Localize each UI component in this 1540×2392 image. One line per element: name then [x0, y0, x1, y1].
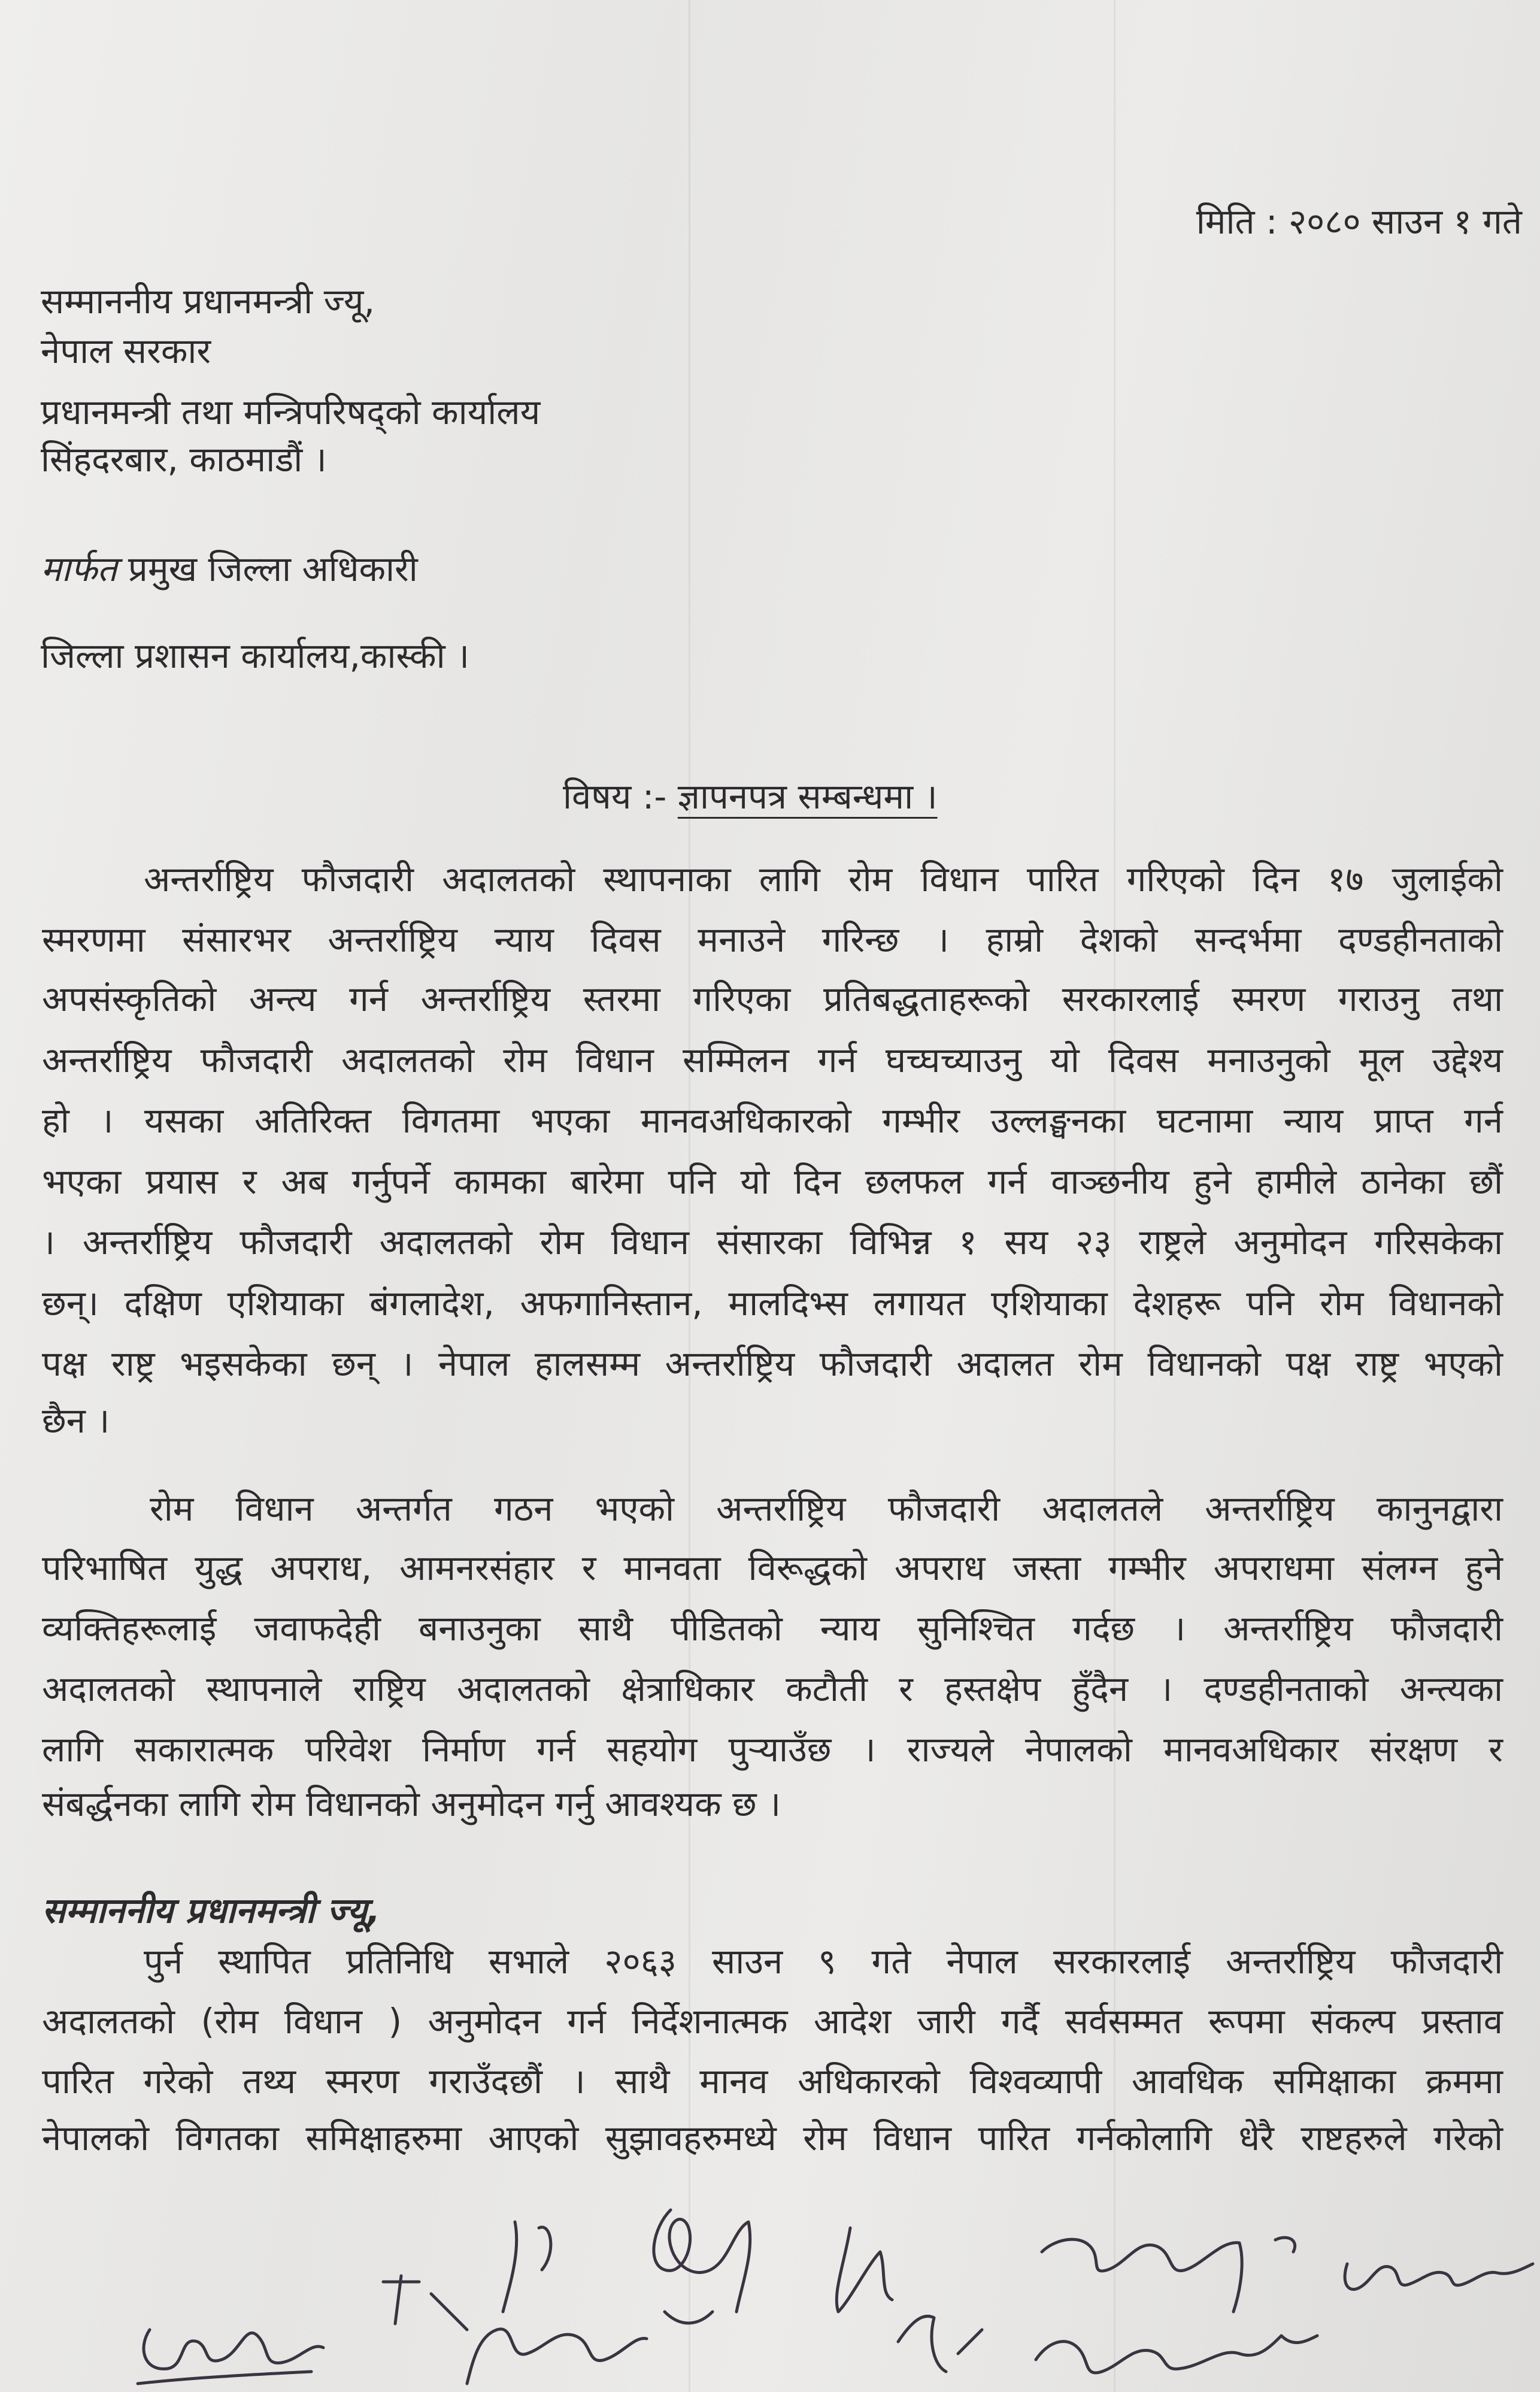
via-office: प्रमुख जिल्ला अधिकारी [128, 549, 418, 589]
recipient-line: सम्माननीय प्रधानमन्त्री ज्यू, [41, 281, 375, 322]
signature-2 [383, 2276, 467, 2330]
subject-text: ज्ञापनपत्र सम्बन्धमा । [677, 776, 938, 817]
paragraph-3-line: अदालतको (रोम विधान ) अनुमोदन गर्न निर्देशनात्मक आदेश जारी गर्दै सर्वसम्मत रूपमा संकल्प प्रस्ताव [42, 2001, 1503, 2042]
recipient-line: नेपाल सरकार [41, 331, 211, 371]
recipient-line: प्रधानमन्त्री तथा मन्त्रिपरिषद्को कार्यालय [41, 392, 541, 432]
signature-1 [144, 2330, 323, 2369]
subject-line [563, 773, 938, 820]
paragraph-1-line: छन्। दक्षिण एशियाका बंगलादेश, अफगानिस्तान, मालदिभ्स लगायत एशियाका देशहरू पनि रोम विधानको [42, 1283, 1503, 1324]
paragraph-1-line: स्मरणमा संसारभर अन्तर्राष्ट्रिय न्याय दिवस मनाउने गरिन्छ । हाम्रो देशको सन्दर्भमा दण्डहीनताको [42, 919, 1503, 960]
subject-label: विषय :- [563, 776, 667, 817]
signature-1-underline [138, 2372, 311, 2384]
paragraph-1-line: पक्ष राष्ट्र भइसकेका छन् । नेपाल हालसम्म अन्तर्राष्ट्रिय फौजदारी अदालत रोम विधानको पक्ष राष्ट्र भएको [42, 1343, 1503, 1384]
paragraph-2-line: व्यक्तिहरूलाई जवाफदेही बनाउनुका साथै पीडितको न्याय सुनिश्चित गर्दछ । अन्तर्राष्ट्रिय फौजदारी [42, 1608, 1503, 1649]
via-prefix: मार्फत [41, 549, 117, 589]
signature-8 [1345, 2264, 1533, 2290]
paragraph-3-line: नेपालको विगतका समिक्षाहरुमा आएको सुझावहरुमध्ये रोम विधान पारित गर्नकोलागि धेरै राष्टहरुले गरेको [42, 2118, 1503, 2158]
paragraph-3-line: पारित गरेको तथ्य स्मरण गराउँदछौं । साथै मानव अधिकारको विश्वव्यापी आवधिक समिक्षाका क्रममा [42, 2061, 1503, 2102]
paragraph-1-line: । अन्तर्राष्ट्रिय फौजदारी अदालतको रोम विधान संसारका विभिन्न १ सय २३ राष्ट्रले अनुमोदन गरिसकेका [42, 1222, 1503, 1262]
paragraph-1-line: छैन । [42, 1400, 110, 1441]
via-line [41, 545, 418, 593]
paragraph-1-line: भएका प्रयास र अब गर्नुपर्ने कामका बारेमा पनि यो दिन छलफल गर्न वाञ्छनीय हुने हामीले ठानेका छौं [42, 1161, 1503, 1202]
paragraph-2-line: रोम विधान अन्तर्गत गठन भएको अन्तर्राष्ट्रिय फौजदारी अदालतले अन्तर्राष्ट्रिय कानुनद्वारा [150, 1488, 1503, 1529]
paragraph-1-line: अन्तर्राष्ट्रिय फौजदारी अदालतको स्थापनाका लागि रोम विधान पारित गरिएको दिन १७ जुलाईको [144, 859, 1503, 900]
letter-date: मिति : २०८० साउन १ गते [1196, 201, 1522, 242]
paragraph-1-line: हो । यसका अतिरिक्त विगतमा भएका मानवअधिकारको गम्भीर उल्लङ्घनका घटनामा न्याय प्राप्त गर्न [42, 1100, 1503, 1141]
paragraph-2-line: अदालतको स्थापनाले राष्ट्रिय अदालतको क्षेत्राधिकार कटौती र हस्तक्षेप हुँदैन । दण्डहीनताको अन्त्यका [42, 1669, 1503, 1709]
salutation: सम्माननीय प्रधानमन्त्री ज्यू, [42, 1890, 380, 1931]
signature-7 [1036, 2336, 1317, 2373]
via-district: जिल्ला प्रशासन कार्यालय,कास्की । [41, 635, 470, 676]
paragraph-1-line: अन्तर्राष्ट्रिय फौजदारी अदालतको रोम विधान सम्मिलन गर्न घच्घच्याउनु यो दिवस मनाउनुको मूल उद्देश्य [42, 1040, 1503, 1080]
signature-4 [654, 2210, 750, 2323]
signature-6 [1042, 2237, 1295, 2312]
paragraph-3-line: पुर्न स्थापित प्रतिनिधि सभाले २०६३ साउन ९ गते नेपाल सरकारलाई अन्तर्राष्ट्रिय फौजदारी [144, 1941, 1503, 1982]
signature-3 [467, 2222, 647, 2384]
signature-5 [836, 2228, 982, 2372]
recipient-line: सिंहदरबार, काठमाडौं । [41, 439, 327, 480]
paragraph-1-line: अपसंस्कृतिको अन्त्य गर्न अन्तर्राष्ट्रिय स्तरमा गरिएका प्रतिबद्धताहरूको सरकारलाई स्मरण गराउनु तथा [42, 979, 1503, 1019]
paragraph-2-line: लागि सकारात्मक परिवेश निर्माण गर्न सहयोग पुऱ्याउँछ । राज्यले नेपालको मानवअधिकार संरक्षण र [42, 1729, 1503, 1770]
signatures-area [0, 2132, 1540, 2392]
paragraph-2-line: परिभाषित युद्ध अपराध, आमनरसंहार र मानवता विरूद्धको अपराध जस्ता गम्भीर अपराधमा संलग्न हुने [42, 1548, 1503, 1588]
paragraph-2-line: संबर्द्धनका लागि रोम विधानको अनुमोदन गर्नु आवश्यक छ । [42, 1784, 781, 1824]
